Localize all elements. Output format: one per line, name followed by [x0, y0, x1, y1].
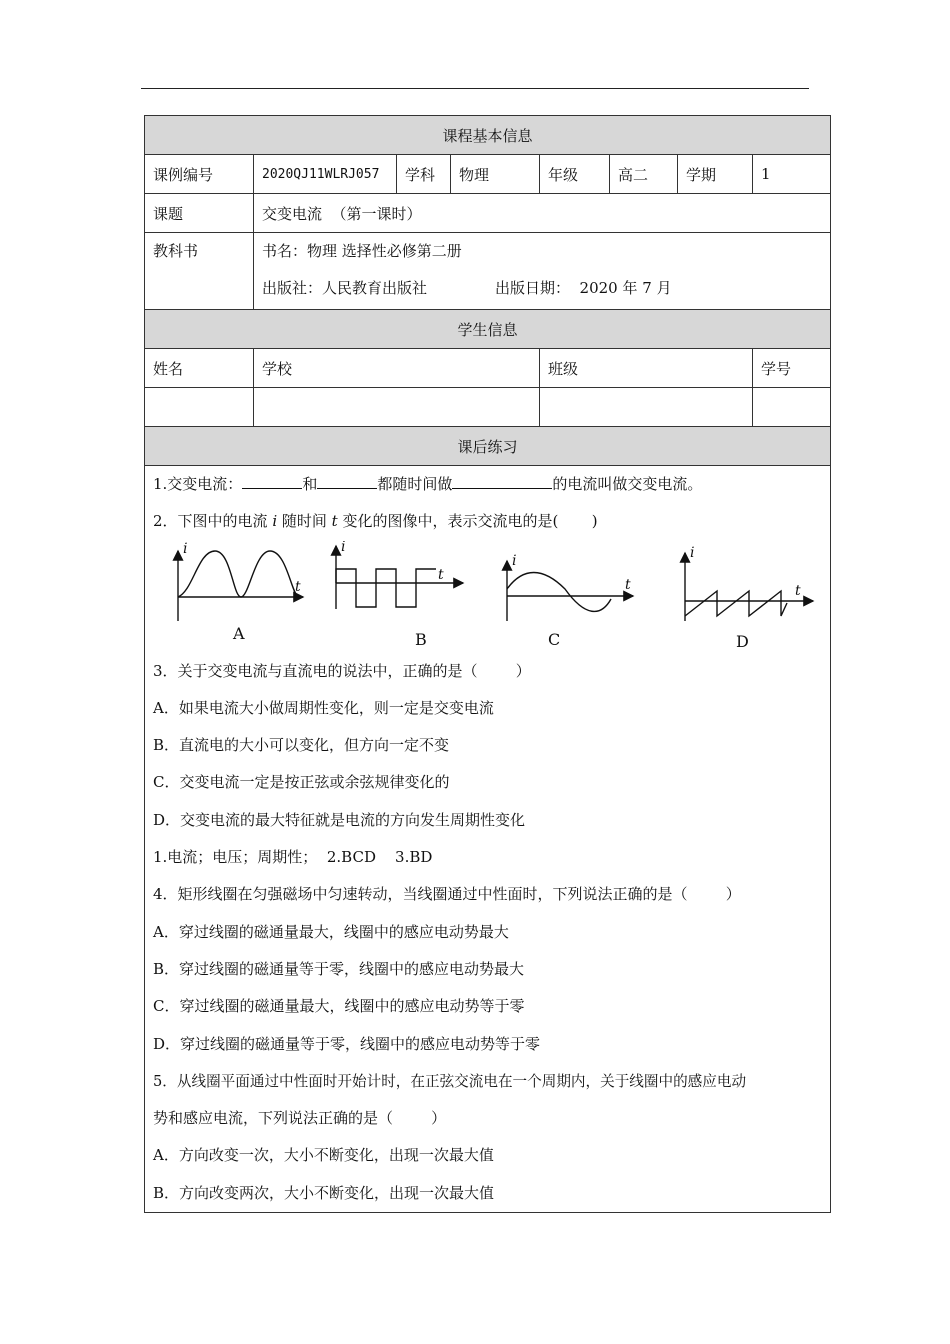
grade-label: 年级 — [540, 155, 610, 194]
graph-c-t-label: t — [625, 576, 631, 593]
school-field[interactable] — [254, 388, 540, 427]
graph-d-i-label: i — [690, 544, 695, 561]
q4-option-b: B．穿过线圈的磁通量等于零，线圈中的感应电动势最大 — [153, 959, 525, 978]
lesson-table — [144, 115, 831, 1213]
answers-line: 1.电流；电压；周期性； 2.BCD 3.BD — [153, 848, 433, 867]
name-field[interactable] — [145, 388, 254, 427]
number-label: 学号 — [753, 349, 831, 388]
graph-c-i-label: i — [512, 552, 517, 569]
q3-option-b: B．直流电的大小可以变化，但方向一定不变 — [153, 736, 450, 755]
q1-text-c: 都随时间做 — [377, 475, 453, 493]
course-info-header: 课程基本信息 — [145, 116, 831, 155]
topic-label: 课题 — [145, 194, 254, 233]
q1-blank-2[interactable] — [317, 474, 377, 489]
publish-date: 出版日期： 2020 年 7 月 — [495, 279, 672, 297]
q2-text-a: 2．下图中的电流 — [153, 512, 273, 531]
textbook-label: 教科书 — [153, 242, 199, 260]
student-info-header: 学生信息 — [145, 310, 831, 349]
graph-a — [178, 551, 303, 621]
question-4: 4．矩形线圈在匀强磁场中匀速转动，当线圈通过中性面时，下列说法正确的是（ ） — [153, 885, 741, 904]
school-label: 学校 — [254, 349, 540, 388]
q1-blank-3[interactable] — [452, 474, 552, 489]
q3-option-d: D．交变电流的最大特征就是电流的方向发生周期性变化 — [153, 810, 526, 829]
textbook-info — [254, 233, 831, 310]
graph-b-label: B — [415, 629, 427, 649]
question-1 — [153, 466, 822, 503]
grade-value: 高二 — [610, 155, 678, 194]
book-name: 书名：物理 选择性必修第二册 — [262, 242, 462, 260]
question-5-line-2: 势和感应电流，下列说法正确的是（ ） — [153, 1109, 447, 1128]
subject-label: 学科 — [397, 155, 451, 194]
q3-option-a: A．如果电流大小做周期性变化，则一定是交变电流 — [153, 698, 494, 717]
q5-option-b: B．方向改变两次，大小不断变化，出现一次最大值 — [153, 1183, 495, 1202]
graph-a-t-label: t — [295, 578, 301, 595]
question-3: 3．关于交变电流与直流电的说法中，正确的是（ ） — [153, 661, 531, 680]
q4-option-d: D．穿过线圈的磁通量等于零，线圈中的感应电动势等于零 — [153, 1034, 541, 1053]
graph-a-i-label: i — [183, 540, 188, 557]
exercise-body — [145, 466, 831, 1213]
graph-d — [685, 553, 813, 621]
graph-b-i-label: i — [341, 540, 346, 555]
question-5-line-1: 5．从线圈平面通过中性面时开始计时，在正弦交流电在一个周期内，关于线圈中的感应电动 — [153, 1072, 747, 1090]
question-2 — [153, 503, 822, 540]
q5-option-a: A．方向改变一次，大小不断变化，出现一次最大值 — [153, 1146, 494, 1165]
q1-text-a: 1.交变电流： — [153, 475, 243, 493]
q4-option-c: C．穿过线圈的磁通量最大，线圈中的感应电动势等于零 — [153, 997, 525, 1016]
graph-a-label: A — [233, 623, 245, 643]
publisher-line — [262, 270, 822, 307]
term-value: 1 — [753, 155, 831, 194]
exercises-header: 课后练习 — [145, 427, 831, 466]
graph-b — [336, 546, 463, 609]
class-label: 班级 — [540, 349, 753, 388]
q2-text-b: 随时间 — [277, 512, 332, 531]
number-field[interactable] — [753, 388, 831, 427]
publisher: 出版社：人民教育出版社 — [262, 279, 428, 297]
name-label: 姓名 — [145, 349, 254, 388]
current-graphs-figure — [153, 541, 822, 653]
graph-d-t-label: t — [795, 582, 801, 599]
class-field[interactable] — [540, 388, 753, 427]
q1-blank-1[interactable] — [242, 474, 302, 489]
q4-option-a: A．穿过线圈的磁通量最大，线圈中的感应电动势最大 — [153, 922, 509, 941]
graph-b-t-label: t — [438, 566, 444, 583]
graph-c — [507, 561, 633, 621]
graph-c-label: C — [548, 629, 561, 649]
code-value: 2020QJ11WLRJ057 — [254, 155, 397, 194]
header-rule — [141, 88, 809, 89]
topic-value: 交变电流 （第一课时） — [254, 194, 831, 233]
q3-option-c: C．交变电流一定是按正弦或余弦规律变化的 — [153, 773, 450, 792]
code-label: 课例编号 — [145, 155, 254, 194]
q2-var-t: t — [331, 512, 338, 531]
q2-text-c: 变化的图像中，表示交流电的是( ) — [337, 512, 598, 531]
q1-text-d: 的电流叫做交变电流。 — [552, 475, 703, 493]
q2-var-i: i — [272, 512, 278, 531]
subject-value: 物理 — [451, 155, 540, 194]
term-label: 学期 — [678, 155, 753, 194]
q1-text-b: 和 — [302, 475, 318, 493]
graph-d-label: D — [736, 631, 749, 651]
textbook-label-cell — [145, 233, 254, 310]
